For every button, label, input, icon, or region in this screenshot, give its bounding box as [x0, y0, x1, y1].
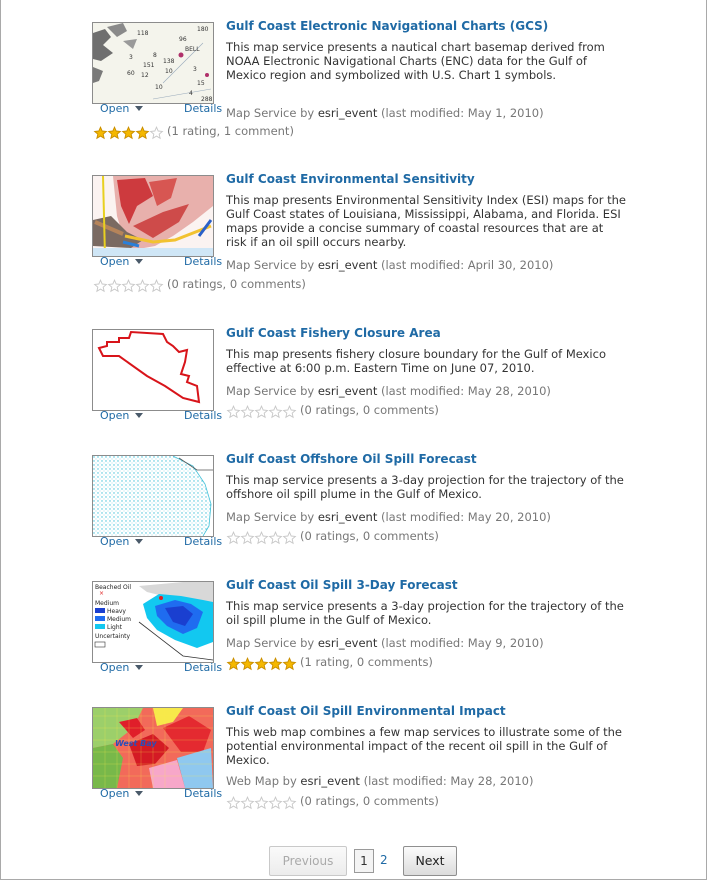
star-icon[interactable] [149, 126, 164, 140]
star-icon[interactable] [254, 405, 269, 419]
item-type: Map Service by [226, 636, 315, 650]
chevron-down-icon [135, 413, 143, 418]
item-rating [226, 655, 433, 671]
item-title-link[interactable]: Gulf Coast Environmental Sensitivity [226, 172, 475, 186]
item-description: This map service presents a 3-day projection for the trajectory of the oil spill plume in the Gulf of Mexico. [226, 599, 624, 627]
svg-text:180: 180 [197, 26, 209, 33]
environmental-impact-thumbnail[interactable] [92, 707, 214, 789]
modified-date: (last modified: May 28, 2010) [381, 384, 551, 398]
star-icon[interactable] [135, 126, 150, 140]
star-rating[interactable] [226, 531, 296, 545]
item-rating [93, 124, 294, 140]
page-2-link[interactable]: 2 [380, 853, 388, 867]
star-rating[interactable] [226, 405, 296, 419]
legend-label: Medium [107, 616, 131, 623]
details-link[interactable]: Details [184, 661, 223, 674]
star-rating[interactable] [226, 657, 296, 671]
modified-date: (last modified: May 28, 2010) [363, 774, 534, 788]
open-menu[interactable] [100, 255, 143, 268]
rating-summary: (0 ratings, 0 comments) [167, 277, 306, 291]
star-icon[interactable] [240, 405, 255, 419]
open-label: Open [100, 661, 130, 674]
item-description: This map presents fishery closure boundary for the Gulf of Mexico effective at 6:00 p.m. Eastern Time on June 07, 2010. [226, 347, 606, 375]
owner-link[interactable]: esri_event [317, 258, 378, 272]
details-link[interactable]: Details [184, 255, 223, 268]
star-icon[interactable] [240, 531, 255, 545]
legend-marker: × [99, 590, 105, 597]
open-menu[interactable] [100, 787, 143, 800]
svg-text:BELL: BELL [185, 46, 200, 53]
rating-summary: (0 ratings, 0 comments) [300, 794, 439, 808]
item-type: Map Service by [226, 510, 315, 524]
star-icon[interactable] [282, 405, 297, 419]
rating-summary: (1 rating, 0 comments) [300, 655, 433, 669]
star-icon[interactable] [93, 126, 108, 140]
result-item [92, 578, 632, 711]
open-label: Open [100, 255, 130, 268]
star-icon[interactable] [268, 657, 283, 671]
svg-text:3: 3 [193, 66, 197, 73]
star-icon[interactable] [226, 405, 241, 419]
result-item [92, 452, 632, 585]
star-icon[interactable] [226, 796, 241, 810]
item-title-link[interactable]: Gulf Coast Offshore Oil Spill Forecast [226, 452, 477, 466]
chevron-down-icon [135, 106, 143, 111]
item-type: Map Service by [226, 106, 315, 120]
current-page-indicator: 1 [354, 849, 374, 873]
nautical-chart-thumbnail[interactable] [92, 22, 214, 104]
star-icon[interactable] [268, 796, 283, 810]
item-title-link[interactable]: Gulf Coast Electronic Navigational Charts (GCS) [226, 19, 549, 33]
legend-label: Heavy [107, 608, 126, 615]
svg-text:4: 4 [189, 90, 193, 97]
rating-summary: (1 rating, 1 comment) [167, 124, 294, 138]
result-item [92, 326, 632, 459]
svg-text:151: 151 [143, 62, 155, 69]
svg-text:10: 10 [155, 84, 163, 91]
svg-text:3: 3 [129, 54, 133, 61]
star-rating[interactable] [226, 796, 296, 810]
item-rating [226, 794, 439, 810]
star-icon[interactable] [282, 796, 297, 810]
svg-text:96: 96 [179, 36, 187, 43]
star-icon[interactable] [282, 657, 297, 671]
star-icon[interactable] [240, 796, 255, 810]
chevron-down-icon [135, 791, 143, 796]
closure-boundary-thumbnail[interactable] [92, 329, 214, 411]
item-meta [226, 258, 553, 272]
star-icon[interactable] [107, 126, 122, 140]
item-description: This map service presents a nautical chart basemap derived from NOAA Electronic Navigational Charts (ENC) data for the Gulf of Mexico region and symbolized with U.S. Chart 1 symbols. [226, 40, 605, 82]
svg-text:288: 288 [201, 96, 213, 103]
open-label: Open [100, 787, 130, 800]
svg-text:118: 118 [137, 30, 149, 37]
item-type: Map Service by [226, 384, 315, 398]
map-place-label: West Bay [115, 739, 157, 748]
details-link[interactable]: Details [184, 409, 223, 422]
svg-text:10: 10 [165, 68, 173, 75]
details-link[interactable]: Details [184, 787, 223, 800]
rating-summary: (0 ratings, 0 comments) [300, 403, 439, 417]
details-link[interactable]: Details [184, 535, 223, 548]
star-icon[interactable] [254, 657, 269, 671]
item-type: Web Map by [226, 774, 297, 788]
modified-date: (last modified: April 30, 2010) [381, 258, 554, 272]
open-label: Open [100, 535, 130, 548]
sensitivity-map-thumbnail[interactable] [92, 175, 214, 257]
result-item [92, 704, 632, 837]
svg-text:60: 60 [127, 70, 135, 77]
item-title-link[interactable]: Gulf Coast Oil Spill Environmental Impact [226, 704, 506, 718]
item-rating [93, 277, 306, 293]
item-rating [226, 403, 439, 419]
item-description: This web map combines a few map services to illustrate some of the potential environmental impact of the recent oil spill in the Gulf of Mexico. [226, 725, 622, 767]
legend-label: Uncertainty [95, 633, 131, 640]
owner-link[interactable]: esri_event [317, 106, 378, 120]
item-rating [226, 529, 439, 545]
item-meta [226, 106, 544, 120]
star-icon[interactable] [282, 531, 297, 545]
star-icon[interactable] [254, 531, 269, 545]
chevron-down-icon [135, 665, 143, 670]
svg-text:138: 138 [163, 58, 175, 65]
details-link[interactable]: Details [184, 102, 223, 115]
svg-text:12: 12 [141, 72, 149, 79]
star-icon[interactable] [226, 531, 241, 545]
item-meta [226, 636, 544, 650]
legend-label: Light [107, 624, 122, 631]
star-icon[interactable] [254, 796, 269, 810]
owner-link[interactable]: esri_event [317, 636, 378, 650]
item-meta [226, 384, 551, 398]
svg-text:8: 8 [153, 52, 157, 59]
star-rating[interactable] [93, 279, 163, 293]
star-icon[interactable] [135, 279, 150, 293]
owner-link[interactable]: esri_event [317, 510, 378, 524]
star-icon[interactable] [149, 279, 164, 293]
star-rating[interactable] [93, 126, 163, 140]
star-icon[interactable] [240, 657, 255, 671]
owner-link[interactable]: esri_event [300, 774, 360, 788]
modified-date: (last modified: May 1, 2010) [381, 106, 544, 120]
star-icon[interactable] [226, 657, 241, 671]
item-title-link[interactable]: Gulf Coast Fishery Closure Area [226, 326, 441, 340]
item-meta [226, 774, 533, 788]
star-icon[interactable] [268, 405, 283, 419]
modified-date: (last modified: May 20, 2010) [381, 510, 551, 524]
star-icon[interactable] [268, 531, 283, 545]
rating-summary: (0 ratings, 0 comments) [300, 529, 439, 543]
item-meta [226, 510, 551, 524]
star-icon[interactable] [107, 279, 122, 293]
three-day-forecast-thumbnail[interactable] [92, 581, 214, 663]
open-menu[interactable] [100, 535, 143, 548]
open-label: Open [100, 102, 130, 115]
owner-link[interactable]: esri_event [317, 384, 378, 398]
item-description: This map service presents a 3-day projection for the trajectory of the offshore oil spill plume in the Gulf of Mexico. [226, 473, 624, 501]
svg-text:15: 15 [197, 80, 205, 87]
open-menu[interactable] [100, 102, 143, 115]
star-icon[interactable] [121, 126, 136, 140]
result-item [92, 19, 632, 152]
modified-date: (last modified: May 9, 2010) [381, 636, 544, 650]
legend-label: Medium [95, 600, 119, 607]
chevron-down-icon [135, 539, 143, 544]
item-description: This map presents Environmental Sensitivity Index (ESI) maps for the Gulf Coast states of Louisiana, Mississippi, Alabama, and Florida. ESI maps provide a concise summary of coastal resources that are at risk if an oil spill occurs nearby. [226, 193, 627, 249]
open-menu[interactable] [100, 661, 143, 674]
open-menu[interactable] [100, 409, 143, 422]
legend-heading: Beached Oil [95, 584, 132, 591]
result-item [92, 172, 632, 305]
chevron-down-icon [135, 259, 143, 264]
next-page-button[interactable]: Next [403, 846, 457, 876]
offshore-forecast-thumbnail[interactable] [92, 455, 214, 537]
previous-page-button: Previous [269, 846, 347, 876]
item-title-link[interactable]: Gulf Coast Oil Spill 3-Day Forecast [226, 578, 458, 592]
star-icon[interactable] [93, 279, 108, 293]
item-type: Map Service by [226, 258, 315, 272]
open-label: Open [100, 409, 130, 422]
star-icon[interactable] [121, 279, 136, 293]
